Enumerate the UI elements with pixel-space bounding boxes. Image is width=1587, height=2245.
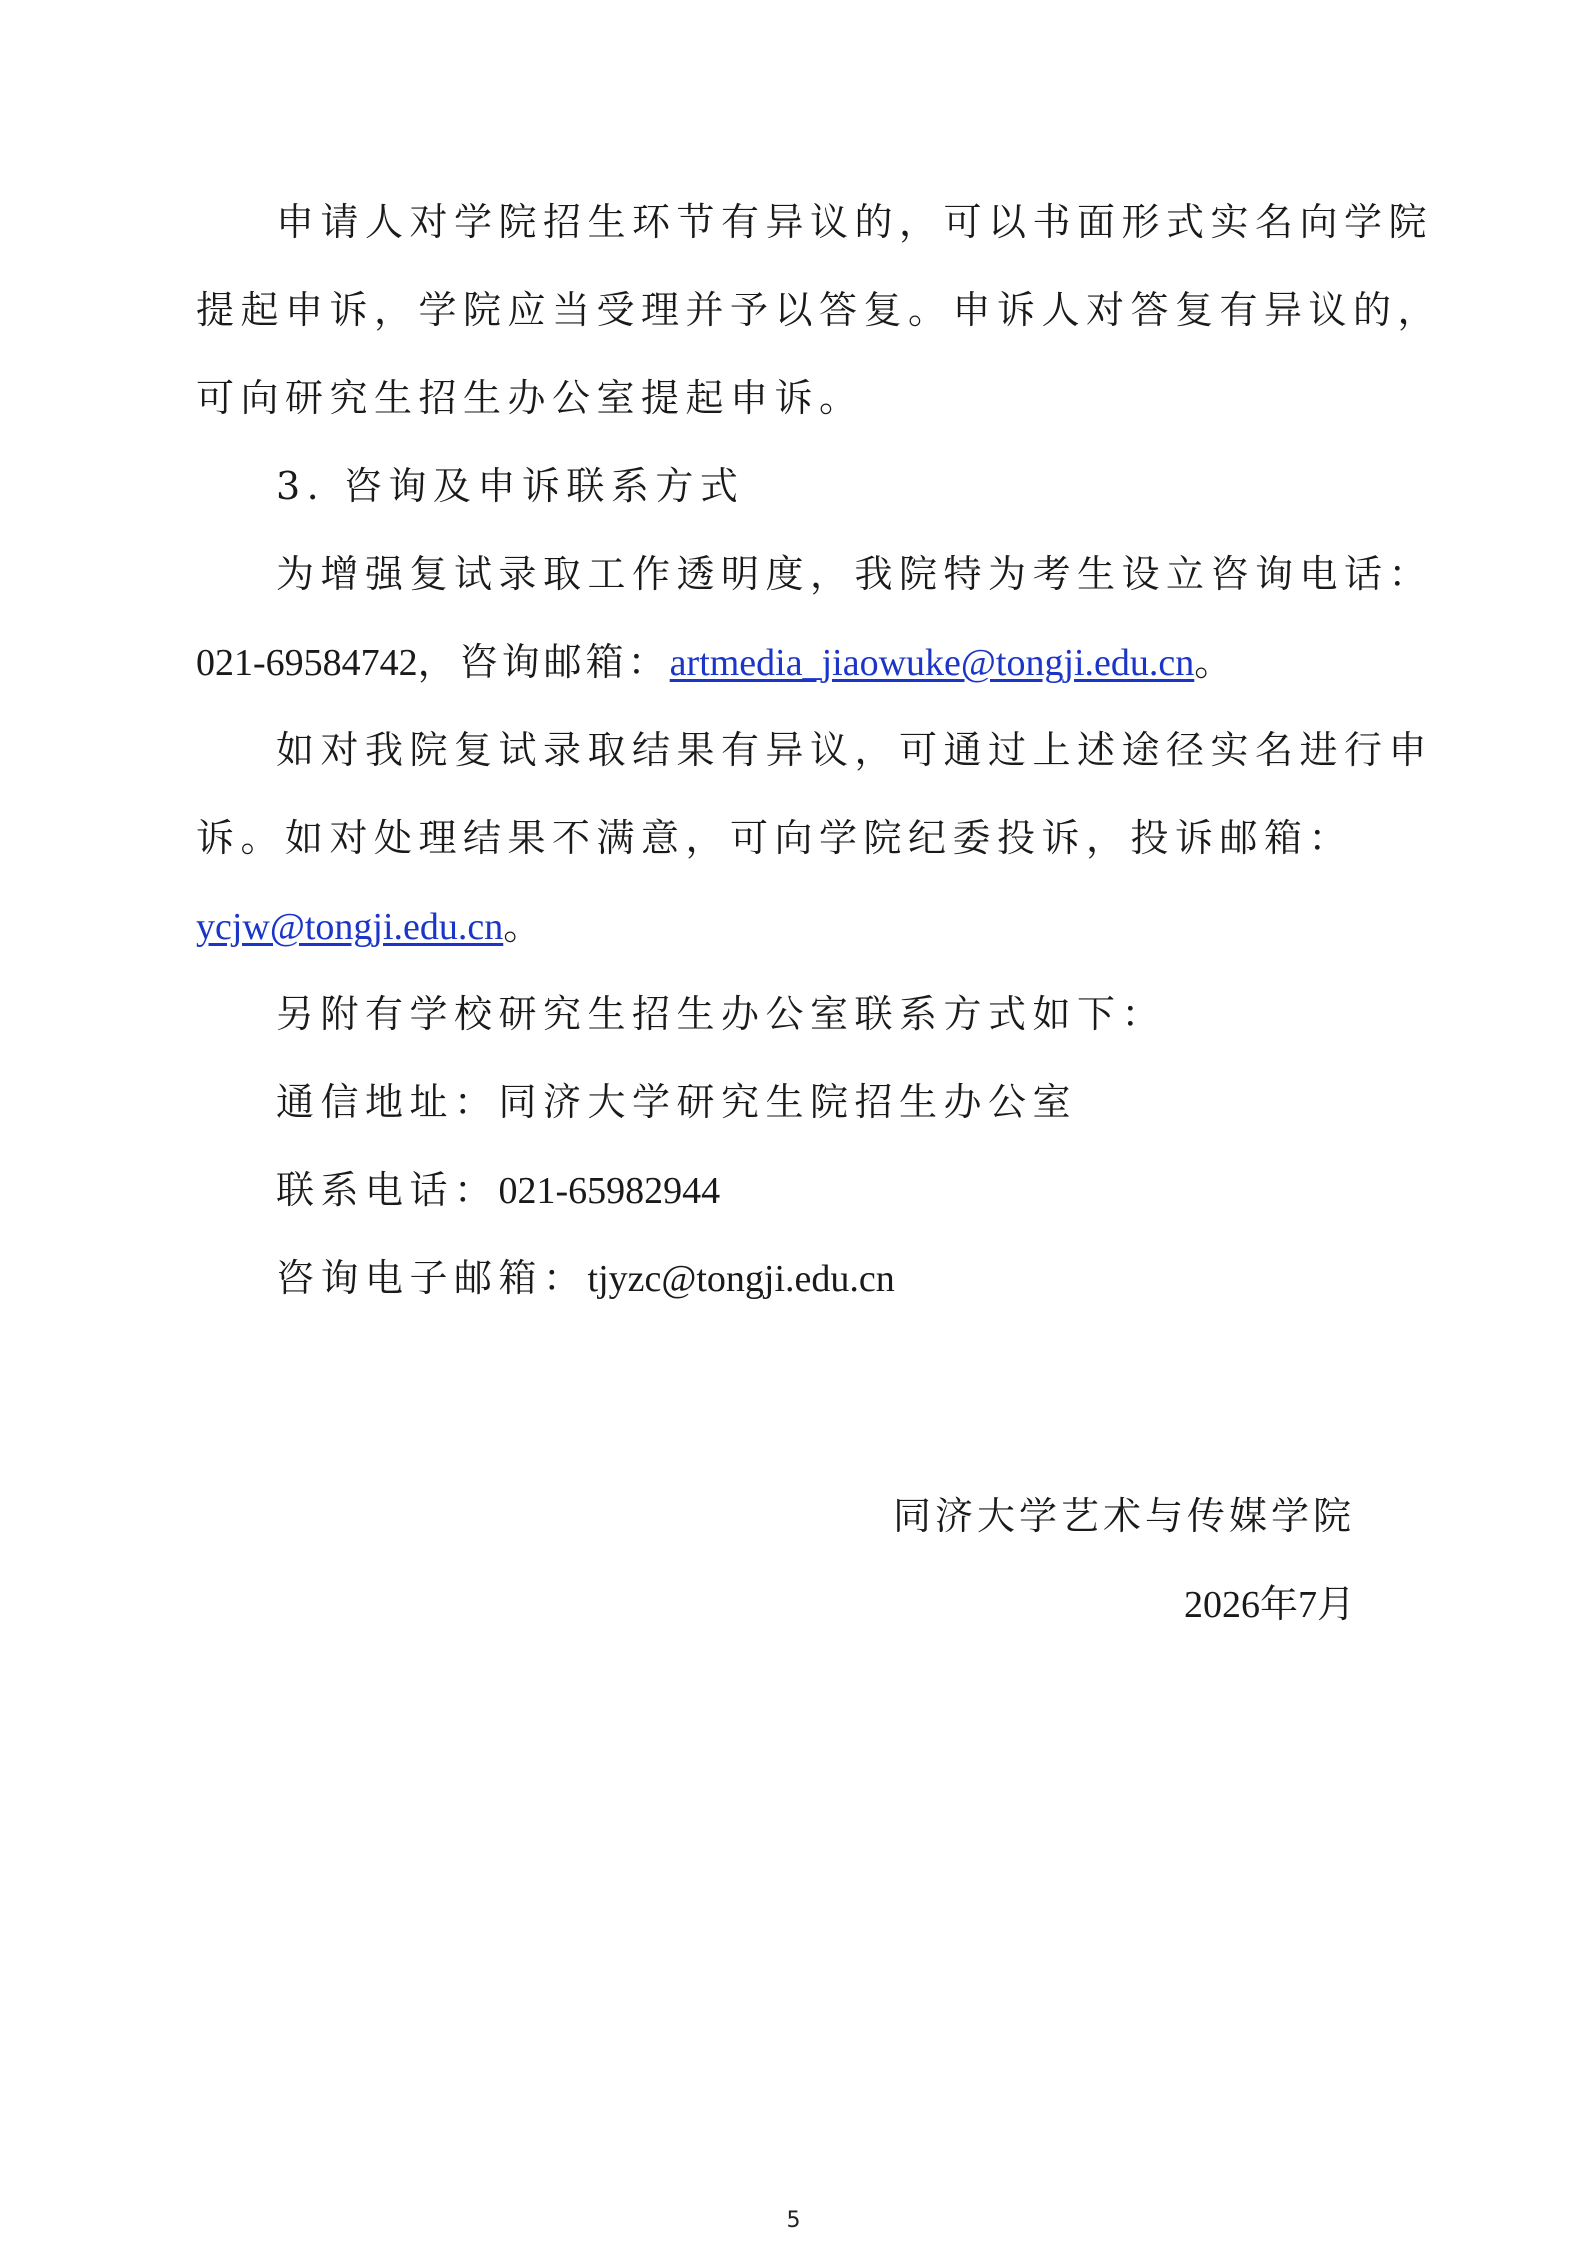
paragraph-3-line-1: 如对我院复试录取结果有异议，可通过上述途径实名进行申 <box>276 728 1434 772</box>
period: 。 <box>1194 640 1237 684</box>
address-label: 通信地址： <box>276 1080 499 1124</box>
paragraph-1-line-2: 提起申诉，学院应当受理并予以答复。申诉人对答复有异议的， <box>196 288 1443 332</box>
phone-line <box>276 1168 720 1213</box>
phone-label: 联系电话： <box>276 1168 499 1212</box>
paragraph-3-line-2: 诉。如对处理结果不满意，可向学院纪委投诉，投诉邮箱： <box>196 816 1354 860</box>
address-value: 同济大学研究生院招生办公室 <box>498 1080 1078 1124</box>
consult-email-link[interactable]: artmedia_jiaowuke@tongji.edu.cn <box>669 642 1195 684</box>
consult-phone-number: 021-69584742 <box>196 642 418 684</box>
signature-date <box>1184 1582 1355 1627</box>
phone-value: 021-65982944 <box>498 1170 721 1212</box>
section-heading-3: 3. 咨询及申诉联系方式 <box>276 464 745 508</box>
signature-date-text: 2026年7月 <box>1183 1584 1355 1626</box>
signature-org: 同济大学艺术与传媒学院 <box>892 1494 1355 1538</box>
email-label: 咨询电子邮箱： <box>276 1256 588 1300</box>
consult-email-label: ，咨询邮箱： <box>417 640 670 684</box>
paragraph-2-line-2 <box>196 640 1236 685</box>
paragraph-2-line-1: 为增强复试录取工作透明度，我院特为考生设立咨询电话： <box>276 552 1434 596</box>
email-line <box>276 1256 895 1301</box>
paragraph-1-line-1: 申请人对学院招生环节有异议的，可以书面形式实名向学院 <box>276 200 1434 244</box>
address-line <box>276 1080 1077 1124</box>
paragraph-4: 另附有学校研究生招生办公室联系方式如下： <box>276 992 1167 1036</box>
email-value: tjyzc@tongji.edu.cn <box>587 1258 895 1300</box>
paragraph-3-line-3 <box>196 904 548 949</box>
period: 。 <box>503 904 548 948</box>
complaint-email-link[interactable]: ycjw@tongji.edu.cn <box>196 906 504 948</box>
paragraph-1-line-3: 可向研究生招生办公室提起申诉。 <box>196 376 864 420</box>
page-number: 5 <box>786 2208 801 2233</box>
